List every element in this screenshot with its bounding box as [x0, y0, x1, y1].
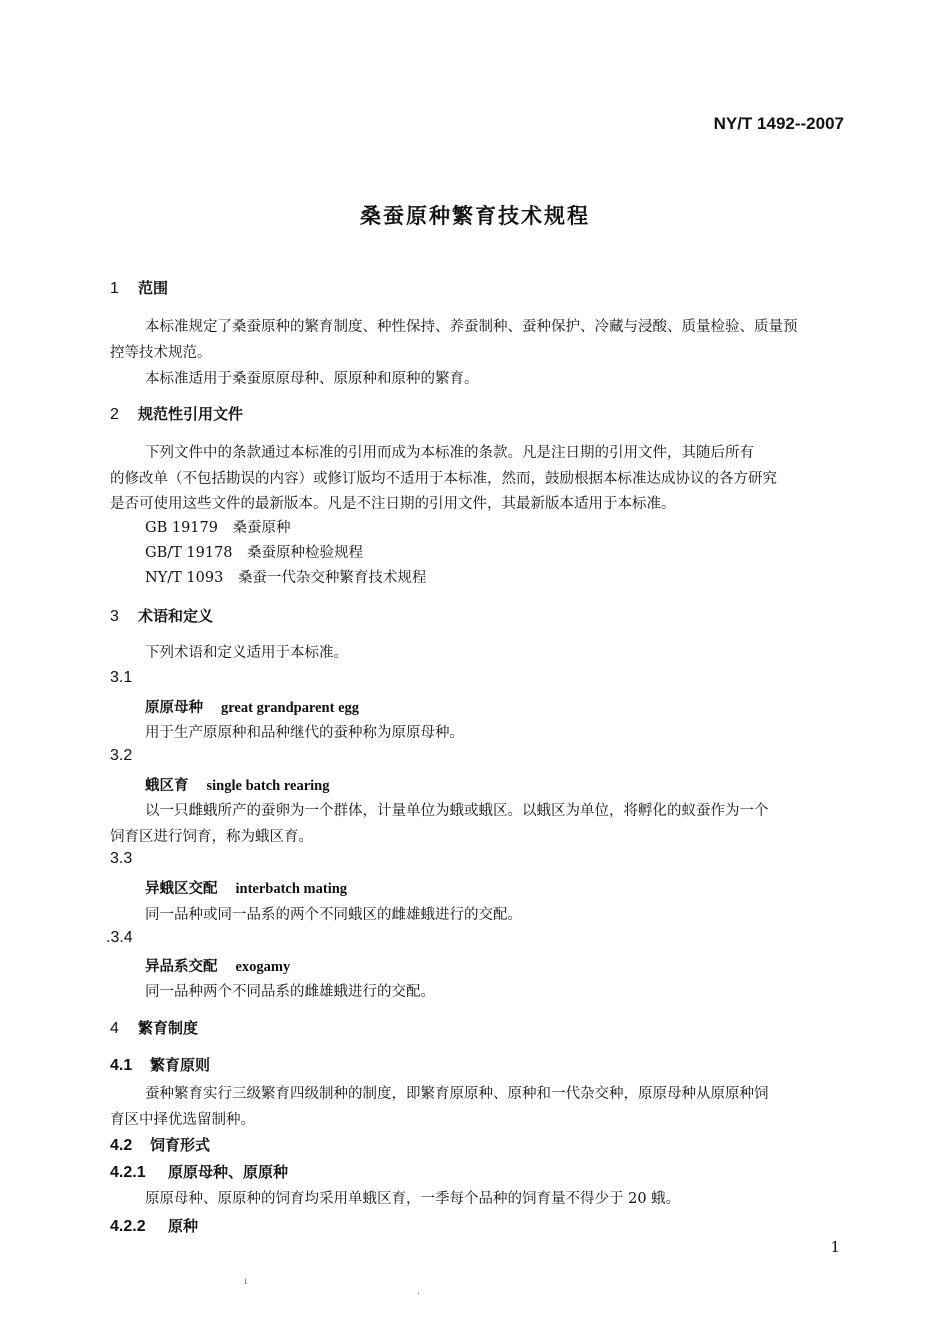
term-definition: 用于生产原原种和品种继代的蚕种称为原原母种。 — [145, 725, 464, 741]
term-3-2 — [145, 774, 329, 795]
term-en: great grandparent egg — [221, 700, 360, 716]
section-number: 4 — [110, 1020, 119, 1037]
term-en: interbatch mating — [235, 881, 348, 897]
document-title: 桑蚕原种繁育技术规程 — [360, 204, 590, 228]
subsection-4-2-2-heading — [110, 1215, 198, 1236]
term-number: .3.4 — [106, 929, 133, 946]
term-3-4 — [145, 955, 290, 976]
reference-item: NY/T 1093 桑蚕一代杂交种繁育技术规程 — [145, 570, 427, 586]
term-definition: 以一只雌蛾所产的蚕卵为一个群体，计量单位为蛾或蛾区。以蛾区为单位，将孵化的蚁蚕作为一个 — [145, 803, 769, 819]
term-definition: 同一品种两个不同品系的雌雄蛾进行的交配。 — [145, 984, 435, 1000]
term-cn: 原原母种 — [145, 699, 203, 716]
term-cn: 异品系交配 — [145, 958, 218, 975]
term-number: 3.1 — [110, 669, 133, 686]
term-definition: 同一品种或同一品系的两个不同蛾区的雌雄蛾进行的交配。 — [145, 907, 522, 923]
section-title: 规范性引用文件 — [138, 405, 244, 423]
subsection-4-2-1-heading — [110, 1161, 288, 1182]
subsection-title: 繁育原则 — [150, 1056, 211, 1074]
section-title: 范围 — [138, 279, 169, 297]
term-definition: 饲育区进行饲育，称为蛾区育。 — [110, 829, 313, 845]
term-number: 3.3 — [110, 850, 133, 867]
paragraph: 控等技术规范。 — [110, 345, 212, 361]
subsection-title: 原原母种、原原种 — [168, 1163, 289, 1181]
paragraph: 下列文件中的条款通过本标准的引用而成为本标准的条款。凡是注日期的引用文件，其随后所有 — [145, 445, 754, 461]
subsection-4-2-heading — [110, 1134, 210, 1155]
scan-mark: ı — [244, 1276, 248, 1287]
subsection-title: 原种 — [168, 1217, 199, 1235]
term-cn: 异蛾区交配 — [145, 880, 218, 897]
standard-code: NY/T 1492--2007 — [713, 114, 844, 133]
section-2-heading — [110, 403, 243, 424]
paragraph: 蚕种繁育实行三级繁育四级制种的制度，即繁育原原种、原种和一代杂交种，原原母种从原原种饲 — [145, 1086, 769, 1102]
section-title: 术语和定义 — [138, 607, 214, 625]
term-number: 3.2 — [110, 747, 133, 764]
subsection-number: 4.1 — [110, 1057, 133, 1074]
section-number: 2 — [110, 406, 119, 423]
subsection-4-1-heading — [110, 1054, 210, 1075]
reference-item: GB 19179 桑蚕原种 — [145, 520, 291, 536]
paragraph: 原原母种、原原种的饲育均采用单蛾区育，一季每个品种的饲育量不得少于 20 蛾。 — [145, 1191, 681, 1207]
paragraph: 本标准规定了桑蚕原种的繁育制度、种性保持、养蚕制种、蚕种保护、冷藏与浸酸、质量检验、质量预 — [145, 319, 798, 335]
paragraph: 是否可使用这些文件的最新版本。凡是不注日期的引用文件，其最新版本适用于本标准。 — [110, 496, 676, 512]
term-3-3 — [145, 877, 347, 898]
subsection-title: 饲育形式 — [150, 1136, 211, 1154]
page-number: 1 — [830, 1238, 840, 1256]
term-cn: 蛾区育 — [145, 777, 189, 794]
paragraph: 本标准适用于桑蚕原原母种、原原种和原种的繁育。 — [145, 371, 479, 387]
reference-item: GB/T 19178 桑蚕原种检验规程 — [145, 545, 364, 561]
paragraph: 育区中择优选留制种。 — [110, 1112, 255, 1128]
scan-mark: . — [417, 1286, 421, 1297]
section-number: 3 — [110, 608, 119, 625]
subsection-number: 4.2.2 — [110, 1218, 146, 1235]
subsection-number: 4.2.1 — [110, 1164, 146, 1181]
subsection-number: 4.2 — [110, 1137, 133, 1154]
section-title: 繁育制度 — [138, 1019, 199, 1037]
section-1-heading — [110, 277, 168, 298]
term-3-1 — [145, 696, 359, 717]
term-en: single batch rearing — [206, 778, 330, 794]
section-4-heading — [110, 1017, 198, 1038]
section-number: 1 — [110, 280, 119, 297]
paragraph: 下列术语和定义适用于本标准。 — [145, 645, 348, 661]
term-en: exogamy — [235, 959, 291, 975]
section-3-heading — [110, 605, 213, 626]
paragraph: 的修改单（不包括勘误的内容）或修订版均不适用于本标准，然而，鼓励根据本标准达成协议的各方研究 — [110, 471, 777, 487]
